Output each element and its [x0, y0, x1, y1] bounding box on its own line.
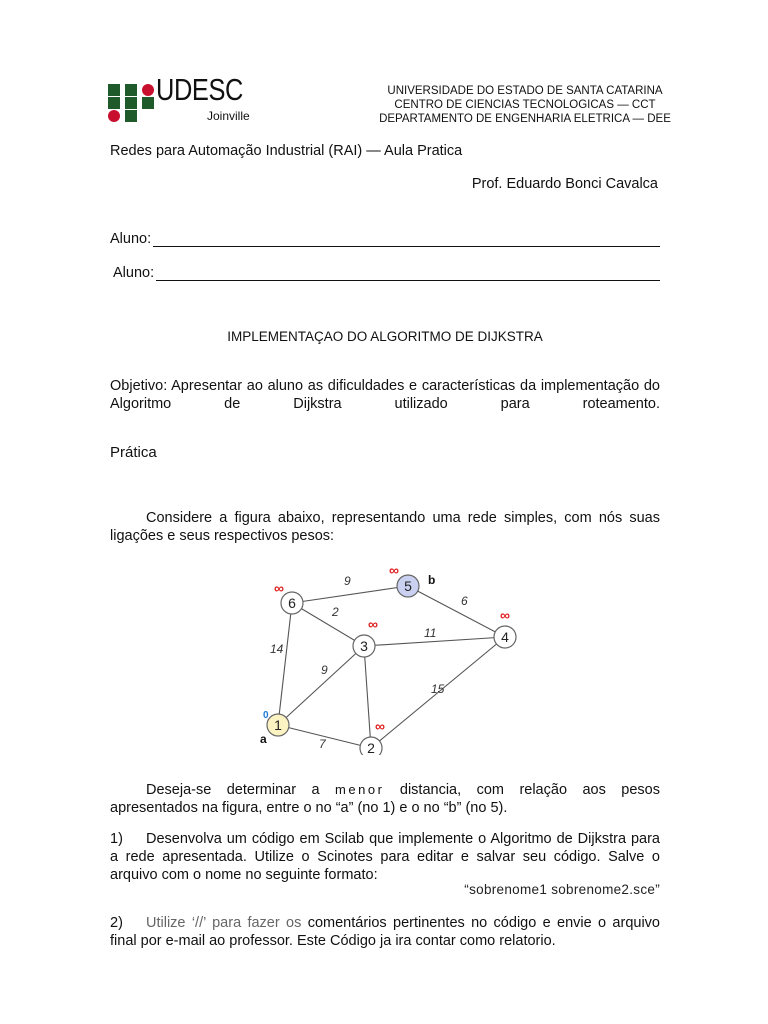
node-distance-label: ∞: [389, 565, 399, 578]
edge-weight-label: 6: [461, 594, 468, 608]
objective-paragraph: Objetivo: Apresentar ao aluno as dificuldades e características da implementação do Algoritmo de Dijkstra utilizado para roteamento.: [110, 378, 660, 412]
edge-weight-label: 9: [344, 574, 351, 588]
node-label: 5: [404, 578, 412, 594]
udesc-logo-icon: [108, 84, 154, 122]
node-distance-label: ∞: [368, 616, 378, 632]
institution-line: DEPARTAMENTO DE ENGENHARIA ELETRICA — DEE: [379, 113, 671, 125]
task-number: 2): [110, 915, 123, 931]
edge-weight-label: 2: [332, 605, 339, 619]
edge-6-5: [292, 586, 408, 603]
student-name-line: [153, 232, 660, 247]
institution-line: CENTRO DE CIENCIAS TECNOLOGICAS — CCT: [394, 99, 656, 111]
student-field: [113, 261, 660, 281]
institution-line: UNIVERSIDADE DO ESTADO DE SANTA CATARINA: [387, 85, 663, 97]
node-label: 3: [360, 638, 368, 654]
document-title: IMPLEMENTAÇAO DO ALGORITMO DE DIJKSTRA: [227, 329, 543, 344]
node-distance-label: 0: [263, 710, 269, 721]
node-tag-label: b: [428, 573, 436, 587]
goal-paragraph: [110, 781, 660, 817]
edge-weight-label: 14: [270, 642, 284, 656]
node-distance-label: ∞: [375, 718, 385, 734]
task-text: comentários pertinentes no código e envie o arquivo final por e-mail ao professor. Este Código ja ira contar como relatorio.: [110, 915, 660, 949]
logo-name: UDESC: [156, 72, 243, 107]
student-name-line: [156, 266, 660, 281]
node-distance-label: ∞: [274, 580, 284, 596]
logo-subtitle: Joinville: [207, 109, 250, 123]
edge-weight-label: 7: [319, 737, 326, 751]
student-field: [110, 227, 660, 247]
node-tag-label: a: [260, 732, 267, 746]
section-heading: Prática: [110, 444, 157, 461]
network-graph: [250, 565, 530, 755]
student-label: Aluno:: [110, 231, 152, 247]
course-title: Redes para Automação Industrial (RAI) — Aula Pratica: [110, 143, 463, 159]
edge-weight-label: 15: [431, 682, 445, 696]
goal-text: Deseja-se determinar a: [146, 782, 320, 798]
goal-text: distancia, com relação aos pesos apresentados na figura, entre o no “a” (no 1) e o no “b” (no 5).: [110, 782, 660, 816]
edge-6-1: [278, 603, 292, 725]
intro-paragraph: Considere a figura abaixo, representando uma rede simples, com nós suas ligações e seus respectivos pesos:: [110, 510, 660, 544]
node-label: 6: [288, 595, 296, 611]
professor-name: Prof. Eduardo Bonci Cavalca: [471, 176, 658, 192]
institution-block: [330, 84, 720, 126]
task-text-gray: Utilize ‘//’ para fazer os: [146, 915, 302, 931]
student-label: Aluno:: [113, 265, 155, 281]
node-distance-label: ∞: [500, 607, 510, 623]
task-item-1: [110, 830, 660, 884]
node-label: 4: [501, 629, 509, 645]
goal-emphasis: menor: [335, 782, 385, 797]
task-number: 1): [110, 831, 123, 847]
task-text: Desenvolva um código em Scilab que implemente o Algoritmo de Dijkstra para a rede apresentada. Utilize o Scinotes para editar e salvar seu código. Salve o arquivo com o nome no seguinte formato:: [110, 831, 660, 883]
edge-1-3: [278, 646, 364, 725]
node-label: 2: [367, 740, 375, 755]
node-label: 1: [274, 717, 282, 733]
edge-6-3: [292, 603, 364, 646]
edge-3-2: [364, 646, 371, 748]
edge-5-4: [408, 586, 505, 637]
task-item-2: [110, 914, 660, 950]
edge-weight-label: 11: [424, 626, 437, 640]
edge-weight-label: 9: [321, 663, 328, 677]
filename-format: “sobrenome1 sobrenome2.sce”: [464, 882, 660, 897]
